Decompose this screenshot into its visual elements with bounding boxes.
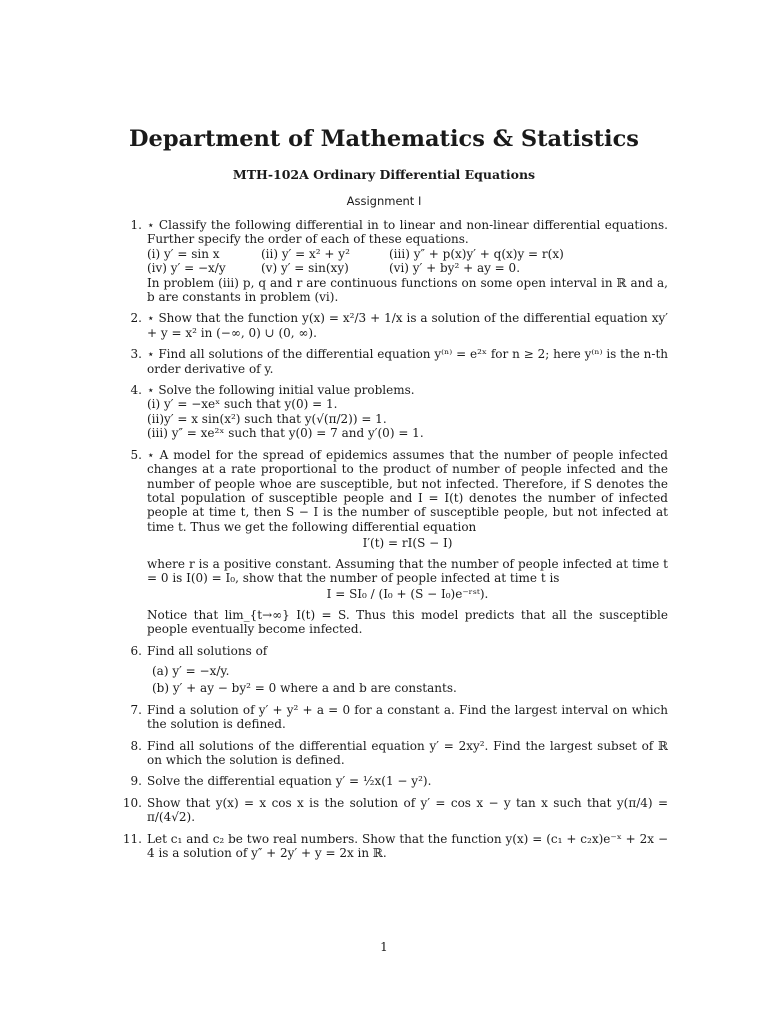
problem-text: Let c₁ and c₂ be two real numbers. Show that the function y(x) = (c₁ + c₂x)e⁻ˣ + 2x − 4 is a solution of y″ + 2y′ + y = 2x in ℝ. bbox=[147, 831, 668, 861]
equation-item: (v) y′ = sin(xy) bbox=[261, 261, 349, 276]
ivp-item: (i) y′ = −xeˣ such that y(0) = 1. bbox=[147, 397, 338, 412]
problem-9 bbox=[122, 774, 668, 788]
problem-6 bbox=[122, 644, 668, 696]
problem-number: 8. bbox=[130, 738, 142, 753]
problem-7 bbox=[122, 703, 668, 732]
problem-text: ⋆ A model for the spread of epidemics assumes that the number of people infected changes at a rate proportional to the product of number of people infected and the number of people whoe are susceptible, but not infected. Therefore, if S denotes the total population of susceptible people and I = I(t) denotes the number of infected people at time t, then S − I is the number of susceptible people, but not infected at time t. Thus we get the following differential equation bbox=[147, 447, 668, 534]
problem-text: ⋆ Classify the following differential in to linear and non-linear differential equations. Further specify the order of each of these equations. bbox=[147, 218, 668, 247]
problem-text: ⋆ Find all solutions of the differential equation y⁽ⁿ⁾ = e²ˣ for n ≥ 2; here y⁽ⁿ⁾ is the n-th order derivative of y. bbox=[147, 347, 668, 376]
problem-number: 4. bbox=[130, 383, 142, 398]
display-equation: I = SI₀ / (I₀ + (S − I₀)e⁻ʳˢᵗ). bbox=[326, 587, 489, 602]
problem-4 bbox=[122, 383, 668, 441]
course-title: MTH-102A Ordinary Differential Equations bbox=[232, 167, 536, 182]
problem-text: Find all solutions of bbox=[147, 643, 268, 658]
equation-item: (ii) y′ = x² + y² bbox=[261, 246, 350, 261]
problem-number: 5. bbox=[130, 447, 142, 462]
sub-item: (a) y′ = −x/y. bbox=[152, 663, 230, 678]
page-number: 1 bbox=[380, 940, 388, 954]
problem-number: 3. bbox=[130, 347, 142, 362]
problem-text: Find all solutions of the differential equation y′ = 2xy². Find the largest subset of ℝ on which the solution is defined. bbox=[147, 738, 668, 767]
sub-item: (b) y′ + ay − by² = 0 where a and b are constants. bbox=[152, 681, 457, 696]
problem-number: 7. bbox=[130, 702, 142, 717]
problem-number: 11. bbox=[122, 831, 142, 846]
problem-2 bbox=[122, 311, 668, 340]
display-equation: I′(t) = rI(S − I) bbox=[362, 536, 453, 551]
equation-item: (vi) y′ + by² + ay = 0. bbox=[389, 261, 521, 276]
equation-item: (i) y′ = sin x bbox=[147, 246, 220, 261]
problem-text: ⋆ Show that the function y(x) = x²/3 + 1/x is a solution of the differential equation xy′ + y = x² in (−∞, 0) ∪ (0, ∞). bbox=[147, 311, 668, 340]
problem-text: Show that y(x) = x cos x is the solution of y′ = cos x − y tan x such that y(π/4) = π/(4√2). bbox=[147, 795, 668, 825]
problem-5 bbox=[122, 448, 668, 637]
ivp-item: (ii)y′ = x sin(x²) such that y(√(π/2)) = 1. bbox=[147, 411, 387, 426]
problem-note: In problem (iii) p, q and r are continuous functions on some open interval in ℝ and a, b are constants in problem (vi). bbox=[147, 275, 668, 305]
problem-text: ⋆ Solve the following initial value problems. bbox=[147, 383, 415, 398]
equation-item: (iv) y′ = −x/y bbox=[147, 261, 226, 276]
problem-number: 9. bbox=[130, 774, 142, 789]
problem-number: 10. bbox=[122, 795, 142, 810]
problem-number: 1. bbox=[130, 218, 142, 232]
problem-3 bbox=[122, 347, 668, 376]
equation-item: (iii) y″ + p(x)y′ + q(x)y = r(x) bbox=[389, 246, 564, 261]
problem-1 bbox=[122, 218, 668, 304]
page-title: Department of Mathematics & Statistics bbox=[129, 126, 639, 152]
problem-10 bbox=[122, 796, 668, 825]
problem-text: Solve the differential equation y′ = ½x(1 − y²). bbox=[147, 774, 432, 789]
problem-text: Find a solution of y′ + y² + a = 0 for a constant a. Find the largest interval on which the solution is defined. bbox=[147, 702, 668, 732]
problem-11 bbox=[122, 832, 668, 861]
sub-items bbox=[152, 664, 668, 696]
problem-list bbox=[122, 218, 668, 867]
problem-number: 2. bbox=[130, 311, 142, 326]
problem-number: 6. bbox=[130, 643, 142, 658]
ivp-item: (iii) y″ = xe²ˣ such that y(0) = 7 and y′(0) = 1. bbox=[147, 426, 424, 441]
problem-text: where r is a positive constant. Assuming that the number of people infected at time t = 0 is I(0) = I₀, show that the number of people infected at time t is bbox=[147, 556, 668, 585]
problem-text: Notice that lim_{t→∞} I(t) = S. Thus this model predicts that all the susceptible people eventually become infected. bbox=[147, 607, 668, 637]
problem-8 bbox=[122, 739, 668, 768]
assignment-label: Assignment I bbox=[346, 194, 422, 208]
equation-list bbox=[147, 247, 668, 276]
